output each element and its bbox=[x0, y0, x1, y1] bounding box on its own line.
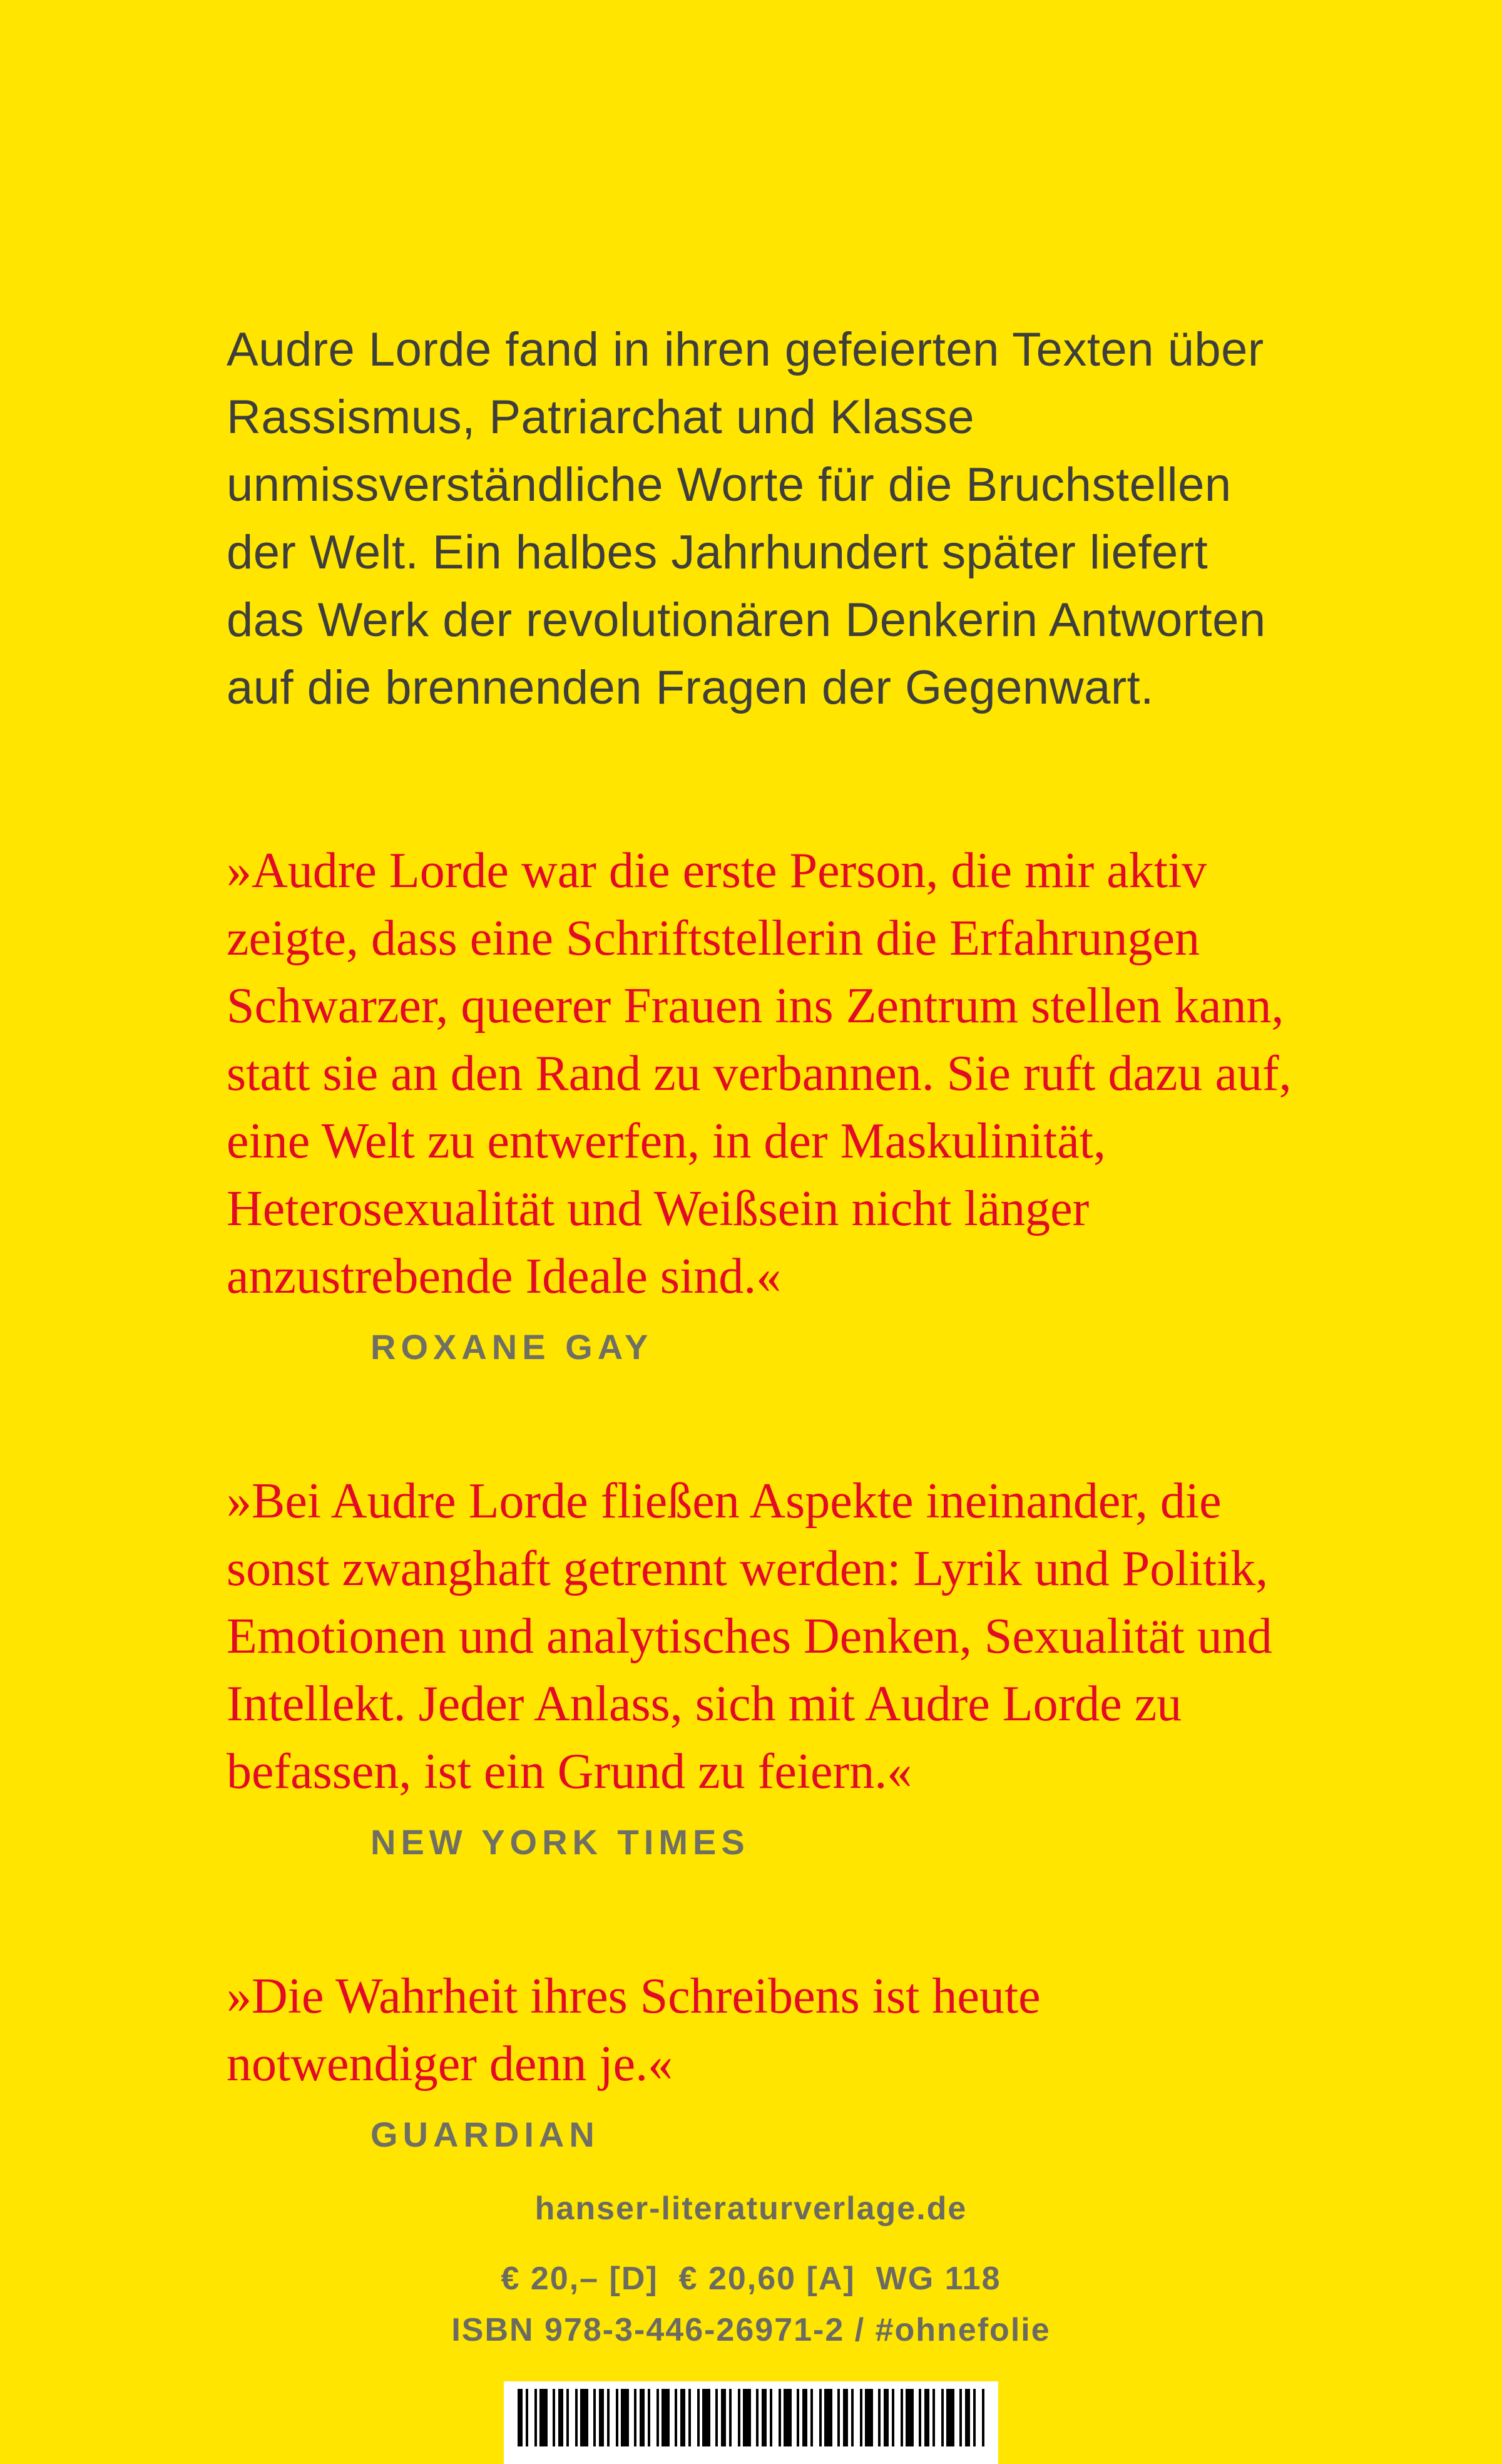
barcode-icon bbox=[504, 2381, 998, 2464]
quote-source: ROXANE GAY bbox=[370, 1327, 653, 1367]
quote-block-new-york-times bbox=[227, 1467, 1297, 1862]
quote-block-guardian bbox=[227, 1963, 1297, 2155]
cover-text-column bbox=[227, 316, 1297, 2155]
publisher-website: hanser-literaturverlage.de bbox=[534, 2190, 968, 2227]
quote-text: »Die Wahrheit ihres Schreibens ist heute notwendiger denn je.« bbox=[227, 1969, 1041, 2092]
barcode-bars bbox=[518, 2389, 984, 2446]
isbn-line: ISBN 978-3-446-26971-2 / #ohnefolie bbox=[451, 2312, 1051, 2348]
intro-text: Audre Lorde fand in ihren gefeierten Texten über Rassismus, Patriarchat und Klasse unmissverständliche Worte für die Bruchstellen der Welt. Ein halbes Jahrhundert später liefert das Werk der revolutionären Denkerin Antworten auf die brennenden Fragen der Gegenwart. bbox=[227, 323, 1266, 714]
quote-text: »Audre Lorde war die erste Person, die mir aktiv zeigte, dass eine Schriftstellerin die Erfahrungen Schwarzer, queerer Frauen ins Zentrum stellen kann, statt sie an den Rand zu verbannen. Sie ruft dazu auf, eine Welt zu entwerfen, in der Maskulinität, Heterosexualität und Weißsein nicht länger anzustrebende Ideale sind.« bbox=[227, 843, 1292, 1305]
price-line: € 20,– [D] € 20,60 [A] WG 118 bbox=[501, 2261, 1001, 2297]
quote-text: »Bei Audre Lorde fließen Aspekte ineinander, die sonst zwanghaft getrennt werden: Lyrik und Politik, Emotionen und analytisches Denken, Sexualität und Intellekt. Jeder Anlass, sich mit Audre Lorde zu befassen, ist ein Grund zu feiern.« bbox=[227, 1474, 1272, 1800]
footer bbox=[0, 2190, 1502, 2349]
quote-source: NEW YORK TIMES bbox=[370, 1822, 750, 1862]
quote-block-roxane-gay bbox=[227, 837, 1297, 1367]
quote-source: GUARDIAN bbox=[370, 2115, 600, 2155]
